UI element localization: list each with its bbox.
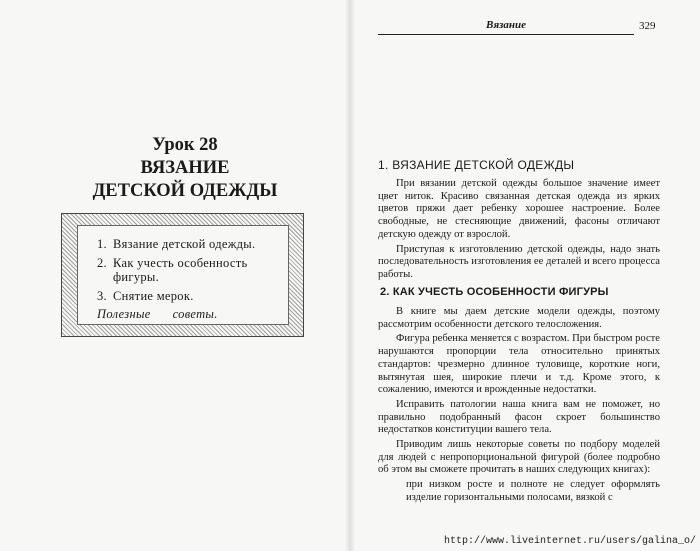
paragraph: При вязании детской одежды большое значение имеет цвет ниток. Красиво связанная детская одежда из ярких цветов пряжи дает ребенку хорошее настроение. Более свободные, не стесняющие движений, фасоны отличают детскую одежду от взрослой. [378, 178, 660, 240]
watermark-url: http://www.liveinternet.ru/users/galina_o/ [443, 536, 696, 547]
paragraph: Приступая к изготовлению детской одежды, надо знать последовательность изготовления ее деталей и всего процесса работы. [378, 243, 660, 280]
paragraph: Приводим лишь некоторые советы по подбору моделей для людей с непропорциональной фигурой (более подробно об этом вы сможете прочитать в наших следующих книгах): [378, 439, 660, 476]
contents-box [77, 225, 289, 325]
section-2-heading: 2. КАК УЧЕСТЬ ОСОБЕННОСТИ ФИГУРЫ [380, 286, 609, 298]
lesson-title [60, 134, 310, 203]
paragraph: Фигура ребенка меняется с возрастом. При быстром росте нарушаются пропорции тела относительно принятых стандартов: чрезмерно длинное туловище, короткие ноги, вытянутая шея, широкие плечи и т.д. Кроме этого, к сожалению, имеются и врожденные недостатки. [378, 333, 660, 396]
header-rule [378, 34, 634, 35]
running-head: Вязание [485, 19, 527, 31]
contents-frame [61, 213, 304, 337]
lesson-number: Урок 28 [152, 135, 218, 155]
contents-item: 1. Вязание детской одежды. [97, 237, 256, 251]
lesson-title-line-1: ВЯЗАНИЕ [140, 158, 230, 178]
section-1-heading: 1. ВЯЗАНИЕ ДЕТСКОЙ ОДЕЖДЫ [378, 158, 575, 172]
lesson-title-line-2: ДЕТСКОЙ ОДЕЖДЫ [92, 181, 278, 201]
paragraph: Исправить патологии наша книга вам не поможет, но правильно подобранный фасон скроет большинство недостатков конституции вашего тела. [378, 398, 660, 436]
book-spine-shadow [345, 0, 355, 551]
contents-item: 3. Снятие мерок. [97, 289, 194, 303]
contents-tip: Полезные советы. [97, 307, 218, 321]
page-number: 329 [639, 20, 656, 32]
section-1-body [378, 178, 660, 284]
contents-item: 2. Как учесть особенность фигуры. [97, 256, 248, 284]
paragraph: В книге мы даем детские модели одежды, поэтому рассмотрим особенности детского телосложения. [378, 306, 660, 330]
section-2-body [378, 306, 660, 505]
list-item: при низком росте и полноте не следует оформлять изделие горизонтальными полосами, вязкой с [406, 479, 660, 503]
contents-list [97, 237, 282, 321]
